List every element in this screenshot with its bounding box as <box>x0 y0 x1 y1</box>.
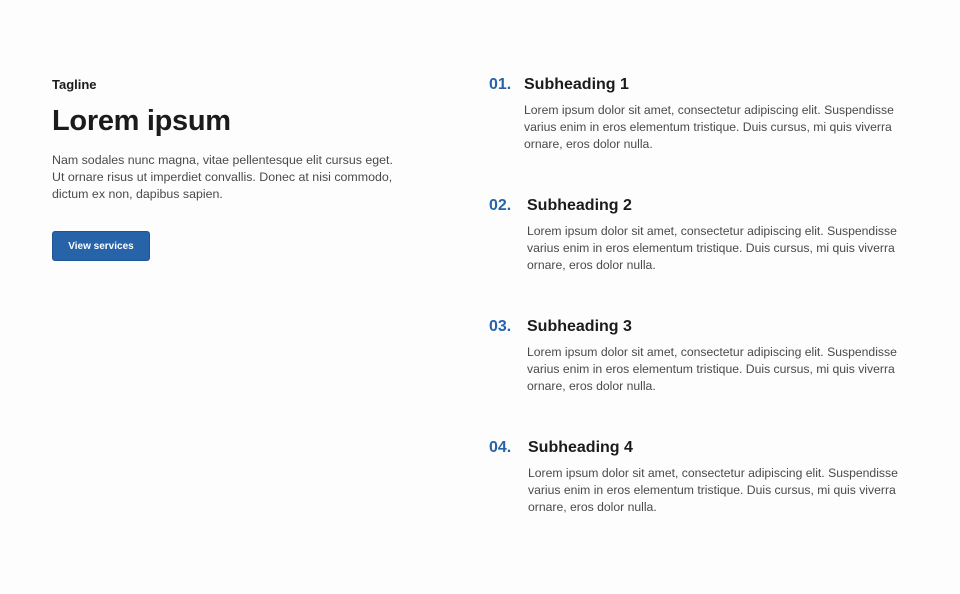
feature-item <box>489 196 909 317</box>
feature-content <box>527 317 905 395</box>
feature-number: 01. <box>489 76 512 93</box>
feature-heading: Subheading 4 <box>528 439 633 456</box>
feature-heading: Subheading 1 <box>524 76 629 93</box>
page-title: Lorem ipsum <box>52 105 231 137</box>
feature-item <box>489 75 909 196</box>
hero-description: Nam sodales nunc magna, vitae pellentesque elit cursus eget. Ut ornare risus ut imperdiet convallis. Donec at nisi commodo, dictum ex non, dapibus sapien. <box>52 153 393 201</box>
feature-content <box>527 196 905 274</box>
view-services-button[interactable]: View services <box>52 231 150 261</box>
feature-content <box>524 75 902 153</box>
feature-number: 04. <box>489 439 512 456</box>
features-list <box>489 75 909 559</box>
feature-text: Lorem ipsum dolor sit amet, consectetur adipiscing elit. Suspendisse varius enim in eros elementum tristique. Duis cursus, mi quis viverra ornare, eros dolor nulla. <box>527 224 897 272</box>
tagline: Tagline <box>52 77 97 92</box>
feature-text: Lorem ipsum dolor sit amet, consectetur adipiscing elit. Suspendisse varius enim in eros elementum tristique. Duis cursus, mi quis viverra ornare, eros dolor nulla. <box>528 466 898 514</box>
feature-item <box>489 438 909 559</box>
feature-heading: Subheading 3 <box>527 318 632 335</box>
feature-number: 03. <box>489 318 512 335</box>
feature-number: 02. <box>489 197 512 214</box>
feature-heading: Subheading 2 <box>527 197 632 214</box>
feature-content <box>528 438 906 516</box>
feature-item <box>489 317 909 438</box>
hero-section <box>52 76 402 261</box>
feature-text: Lorem ipsum dolor sit amet, consectetur adipiscing elit. Suspendisse varius enim in eros elementum tristique. Duis cursus, mi quis viverra ornare, eros dolor nulla. <box>524 103 894 151</box>
feature-text: Lorem ipsum dolor sit amet, consectetur adipiscing elit. Suspendisse varius enim in eros elementum tristique. Duis cursus, mi quis viverra ornare, eros dolor nulla. <box>527 345 897 393</box>
